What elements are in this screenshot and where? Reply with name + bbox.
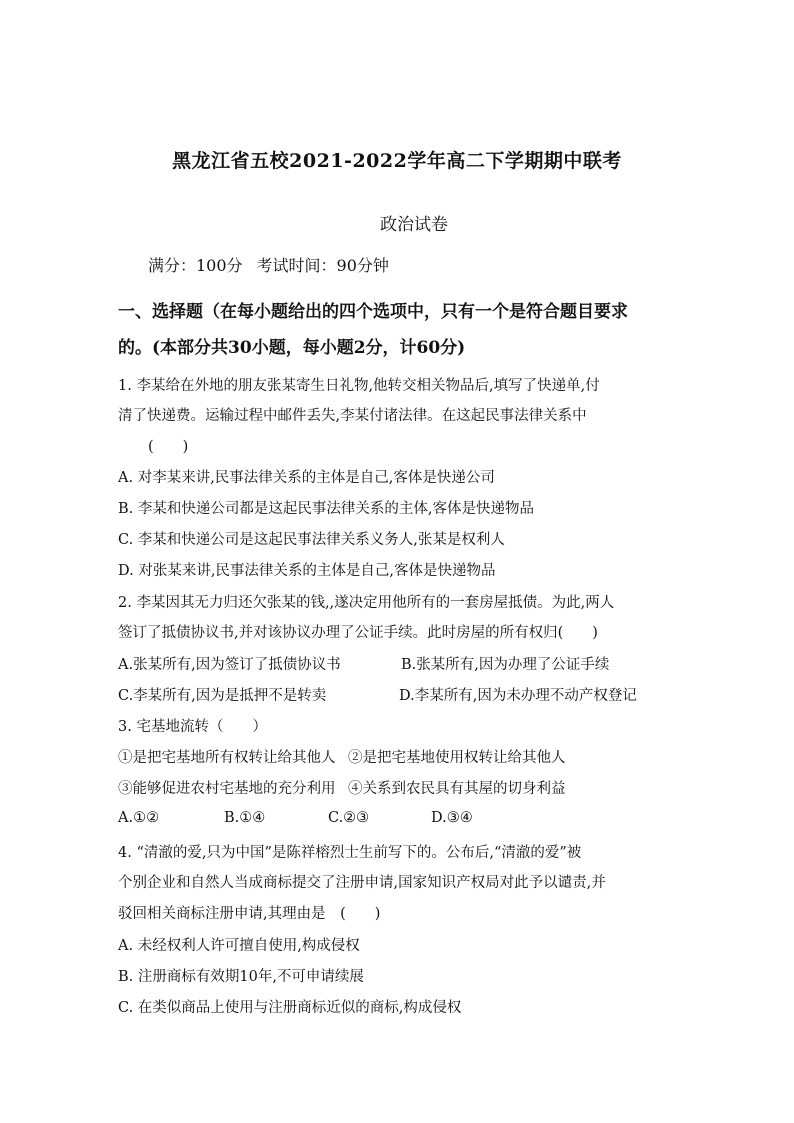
q3-option-d: D.③④ — [431, 810, 473, 826]
q4-stem-line2: 个别企业和自然人当成商标提交了注册申请,国家知识产权局对此予以谴责,并 — [118, 875, 606, 891]
q3-option-a: A.①② — [118, 810, 160, 826]
q4-stem-line3: 驳回相关商标注册申请,其理由是 ( ) — [118, 906, 381, 922]
section-heading-line2: 的。(本部分共30小题，每小题2分，计60分) — [118, 338, 466, 358]
q4-option-a: A. 未经权利人许可擅自使用,构成侵权 — [118, 938, 360, 954]
exam-meta — [148, 253, 389, 276]
q2-stem-line1: 2. 李某因其无力归还欠张某的钱,,遂决定用他所有的一套房屋抵债。为此,两人 — [118, 595, 615, 611]
q3-stem: 3. 宅基地流转（ ） — [118, 719, 267, 735]
q1-option-c: C. 李某和快递公司是这起民事法律关系义务人,张某是权利人 — [118, 532, 505, 548]
exam-time: 考试时间：90分钟 — [256, 256, 389, 275]
q3-statement-2: ②是把宅基地使用权转让给其他人 — [348, 750, 566, 766]
q2-option-a: A.张某所有,因为签订了抵债协议书 — [118, 657, 341, 673]
q1-stem-line1: 1. 李某给在外地的朋友张某寄生日礼物,他转交相关物品后,填写了快递单,付 — [118, 378, 600, 394]
q3-statement-4: ④关系到农民具有其屋的切身利益 — [348, 781, 566, 797]
q1-option-a: A. 对李某来讲,民事法律关系的主体是自己,客体是快递公司 — [118, 470, 495, 486]
q3-option-c: C.②③ — [328, 810, 370, 826]
q3-statement-1: ①是把宅基地所有权转让给其他人 — [118, 750, 336, 766]
full-score: 满分：100分 — [148, 256, 243, 275]
q1-option-d: D. 对张某来讲,民事法律关系的主体是自己,客体是快递物品 — [118, 563, 496, 579]
q1-option-b: B. 李某和快递公司都是这起民事法律关系的主体,客体是快递物品 — [118, 501, 534, 517]
section-heading-line1: 一、选择题（在每小题给出的四个选项中，只有一个是符合题目要求 — [118, 302, 628, 322]
q2-option-d: D.李某所有,因为未办理不动产权登记 — [399, 688, 637, 704]
q4-option-b: B. 注册商标有效期10年,不可申请续展 — [118, 969, 364, 985]
exam-title: 黑龙江省五校2021-2022学年高二下学期期中联考 — [172, 150, 622, 172]
q3-option-b: B.①④ — [224, 810, 266, 826]
q2-option-b: B.张某所有,因为办理了公证手续 — [401, 657, 610, 673]
q4-option-c: C. 在类似商品上使用与注册商标近似的商标,构成侵权 — [118, 1000, 462, 1016]
q1-answer-blank: ( ) — [148, 439, 189, 455]
q1-stem-line2: 清了快递费。运输过程中邮件丢失,李某付诸法律。在这起民事法律关系中 — [118, 408, 587, 424]
q4-stem-line1: 4. “清澈的爱,只为中国”是陈祥榕烈士生前写下的。公布后,“清澈的爱”被 — [118, 845, 582, 861]
exam-subject: 政治试卷 — [380, 215, 448, 235]
q2-option-c: C.李某所有,因为是抵押不是转卖 — [118, 688, 327, 704]
q2-stem-line2: 签订了抵债协议书,并对该协议办理了公证手续。此时房屋的所有权归( ) — [118, 625, 598, 641]
q3-statement-3: ③能够促进农村宅基地的充分利用 — [118, 781, 336, 797]
